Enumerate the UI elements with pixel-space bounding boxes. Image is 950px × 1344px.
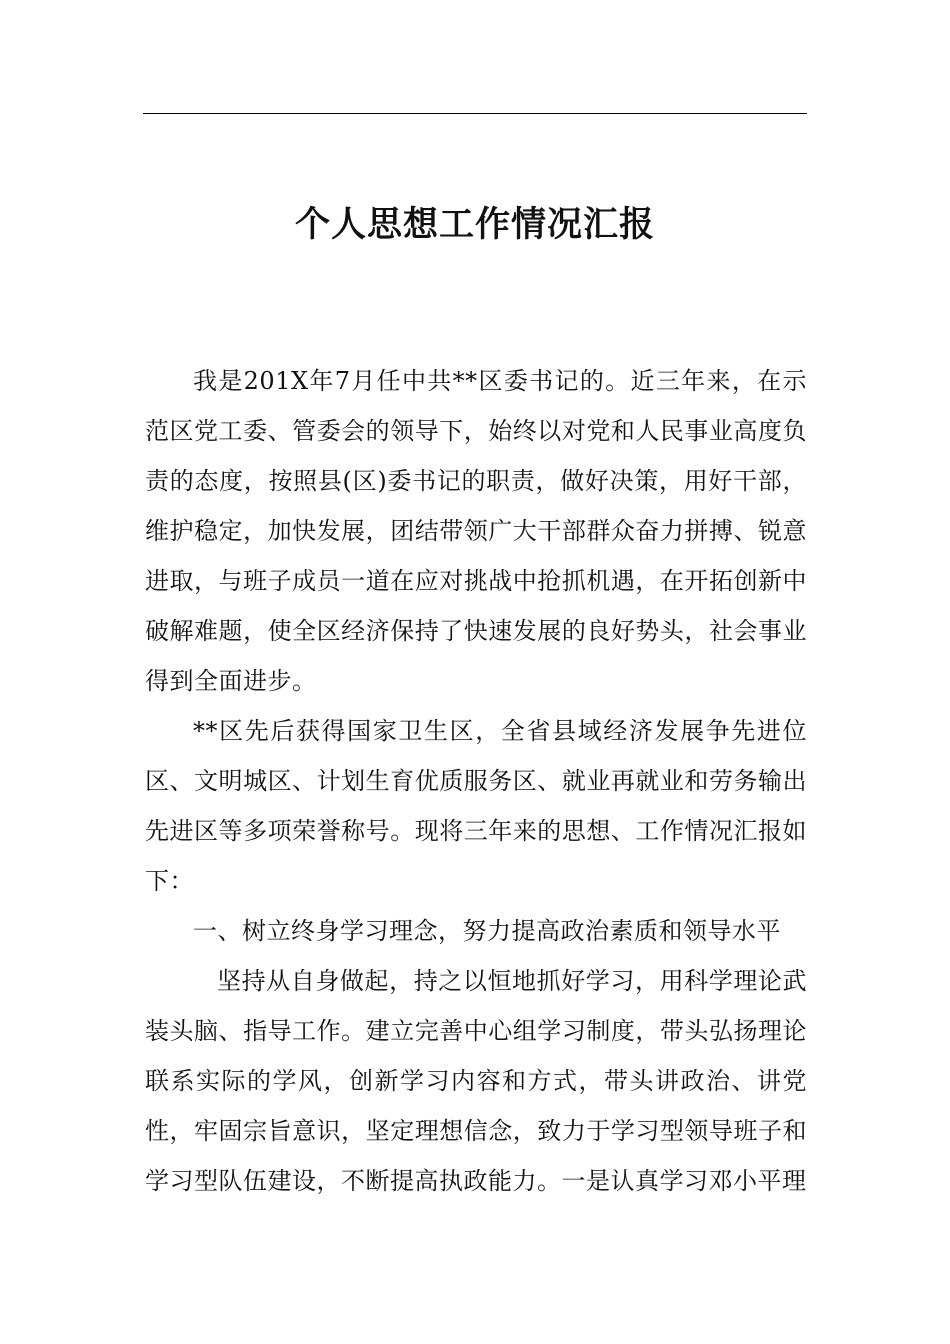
document-title: 个人思想工作情况汇报 — [294, 204, 655, 245]
section-heading: 一、树立终身学习理念，努力提高政治素质和领导水平 — [193, 917, 781, 945]
document-body — [145, 356, 807, 1206]
paragraph-honors: **区先后获得国家卫生区，全省县域经济发展争先进位区、文明城区、计划生育优质服务区、就业再就业和劳务输出先进区等多项荣誉称号。现将三年来的思想、工作情况汇报如下： — [145, 717, 807, 895]
paragraph-intro: 我是201X年7月任中共**区委书记的。近三年来，在示范区党工委、管委会的领导下，始终以对党和人民事业高度负责的态度，按照县(区)委书记的职责，做好决策，用好干部，维护稳定，加快发展，团结带领广大干部群众奋力拼搏、锐意进取，与班子成员一道在应对挑战中抢抓机遇，在开拓创新中破解难题，使全区经济保持了快速发展的良好势头，社会事业得到全面进步。 — [145, 367, 807, 695]
header-rule — [143, 113, 807, 114]
paragraph-section-body: 坚持从自身做起，持之以恒地抓好学习，用科学理论武装头脑、指导工作。建立完善中心组学习制度，带头弘扬理论联系实际的学风，创新学习内容和方式，带头讲政治、讲党性，牢固宗旨意识，坚定理想信念，致力于学习型领导班子和学习型队伍建设，不断提高执政能力。一是认真学习邓小平理 — [145, 967, 807, 1195]
